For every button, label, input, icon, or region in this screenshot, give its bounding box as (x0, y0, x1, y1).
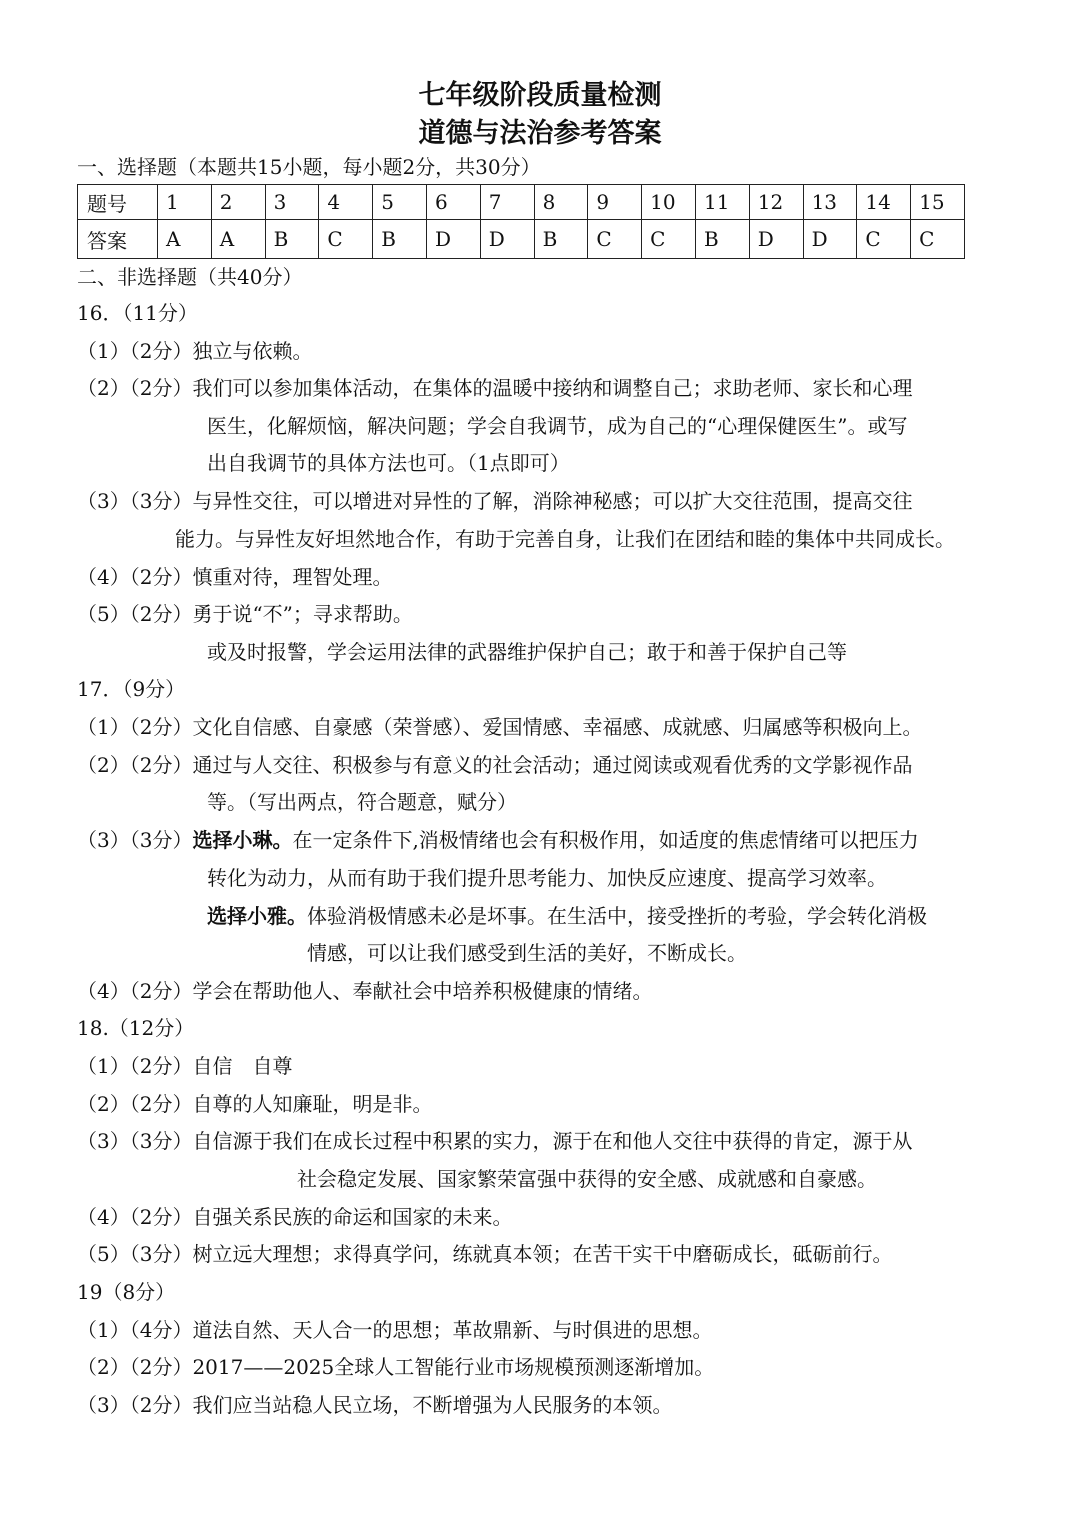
section-2-heading: 二、非选择题（共40分） (77, 265, 303, 289)
q17-part-3-line-3 (207, 901, 927, 931)
table-cell: C (319, 220, 373, 259)
q19-part-1: （1）（4分）道法自然、天人合一的思想；革故鼎新、与时俱进的思想。 (77, 1318, 713, 1342)
table-cell: B (373, 220, 427, 259)
section-1-heading: 一、选择题（本题共15小题，每小题2分，共30分） (77, 155, 541, 179)
q16-part-2-line-1: （2）（2分）我们可以参加集体活动，在集体的温暖中接纳和调整自己；求助老师、家长和心理 (77, 376, 913, 400)
answer-table (77, 184, 965, 259)
q17-heading: 17．（9分） (77, 677, 186, 701)
q17-choice-xiaoya: 选择小雅。 (207, 904, 307, 928)
table-cell: 9 (588, 185, 642, 220)
title-line-1: 七年级阶段质量检测 (418, 80, 662, 111)
table-row-numbers (78, 185, 965, 220)
table-cell: 7 (480, 185, 534, 220)
table-cell: A (158, 220, 212, 259)
table-cell: 2 (211, 185, 265, 220)
table-cell: D (426, 220, 480, 259)
table-cell: B (534, 220, 588, 259)
table-cell: 12 (749, 185, 803, 220)
q16-part-2-line-3: 出自我调节的具体方法也可。（1点即可） (207, 451, 570, 475)
q17-part-3-text-2: 体验消极情感未必是坏事。在生活中，接受挫折的考验，学会转化消极 (307, 904, 927, 928)
q17-part-3-prefix: （3）（3分） (77, 828, 193, 852)
q17-part-3-text: 在一定条件下,消极情绪也会有积极作用，如适度的焦虑情绪可以把压力 (292, 828, 919, 852)
q16-heading: 16．（11分） (77, 301, 198, 325)
table-cell: 11 (695, 185, 749, 220)
table-row-label: 题号 (78, 185, 158, 220)
q18-part-5: （5）（3分）树立远大理想；求得真学问，练就真本领；在苦干实干中磨砺成长，砥砺前行。 (77, 1242, 893, 1266)
table-row-answers (78, 220, 965, 259)
table-cell: 1 (158, 185, 212, 220)
q19-part-3: （3）（2分）我们应当站稳人民立场，不断增强为人民服务的本领。 (77, 1393, 673, 1417)
table-cell: 13 (803, 185, 857, 220)
table-cell: D (480, 220, 534, 259)
table-cell: A (211, 220, 265, 259)
table-cell: C (588, 220, 642, 259)
q17-part-3-line-4: 情感，可以让我们感受到生活的美好，不断成长。 (307, 941, 747, 965)
table-cell: D (803, 220, 857, 259)
table-cell: 3 (265, 185, 319, 220)
q16-part-3-line-1: （3）（3分）与异性交往，可以增进对异性的了解，消除神秘感；可以扩大交往范围，提高交往 (77, 489, 913, 513)
table-cell: 4 (319, 185, 373, 220)
table-cell: 15 (911, 185, 965, 220)
table-cell: 5 (373, 185, 427, 220)
q18-part-3-line-1: （3）（3分）自信源于我们在成长过程中积累的实力，源于在和他人交往中获得的肯定，源于从 (77, 1129, 913, 1153)
q17-part-1: （1）（2分）文化自信感、自豪感（荣誉感）、爱国情感、幸福感、成就感、归属感等积极向上。 (77, 715, 923, 739)
q17-part-2-line-1: （2）（2分）通过与人交往、积极参与有意义的社会活动；通过阅读或观看优秀的文学影视作品 (77, 753, 913, 777)
q19-part-2: （2）（2分）2017——2025全球人工智能行业市场规模预测逐渐增加。 (77, 1355, 715, 1379)
table-cell: 6 (426, 185, 480, 220)
table-cell: 14 (857, 185, 911, 220)
table-cell: C (911, 220, 965, 259)
q16-part-3-line-2: 能力。与异性友好坦然地合作，有助于完善自身，让我们在团结和睦的集体中共同成长。 (175, 527, 955, 551)
q16-part-1: （1）（2分）独立与依赖。 (77, 339, 313, 363)
q17-part-3-line-1 (77, 825, 919, 855)
q16-part-5-line-2: 或及时报警，学会运用法律的武器维护保护自己；敢于和善于保护自己等 (207, 640, 847, 664)
title-line-2: 道德与法治参考答案 (418, 118, 662, 149)
q19-heading: 19（8分） (77, 1280, 176, 1304)
table-cell: 8 (534, 185, 588, 220)
table-cell: B (265, 220, 319, 259)
table-cell: C (642, 220, 696, 259)
q17-part-4: （4）（2分）学会在帮助他人、奉献社会中培养积极健康的情绪。 (77, 979, 653, 1003)
q18-part-2: （2）（2分）自尊的人知廉耻，明是非。 (77, 1092, 433, 1116)
q16-part-4: （4）（2分）慎重对待，理智处理。 (77, 565, 393, 589)
q17-choice-xiaolin: 选择小琳。 (192, 828, 293, 852)
table-cell: 10 (642, 185, 696, 220)
q17-part-3-line-2: 转化为动力，从而有助于我们提升思考能力、加快反应速度、提高学习效率。 (207, 866, 887, 890)
q18-part-4: （4）（2分）自强关系民族的命运和国家的未来。 (77, 1205, 513, 1229)
q16-part-5-line-1: （5）（2分）勇于说“不”；寻求帮助。 (77, 602, 413, 626)
q17-part-2-line-2: 等。（写出两点，符合题意，赋分） (207, 790, 517, 814)
table-cell: C (857, 220, 911, 259)
q18-heading: 18.（12分） (77, 1016, 195, 1040)
q16-part-2-line-2: 医生，化解烦恼，解决问题；学会自我调节，成为自己的“心理保健医生”。或写 (207, 414, 908, 438)
table-row-label: 答案 (78, 220, 158, 259)
table-cell: D (749, 220, 803, 259)
table-cell: B (695, 220, 749, 259)
q18-part-1: （1）（2分）自信 自尊 (77, 1054, 293, 1078)
q18-part-3-line-2: 社会稳定发展、国家繁荣富强中获得的安全感、成就感和自豪感。 (297, 1167, 877, 1191)
